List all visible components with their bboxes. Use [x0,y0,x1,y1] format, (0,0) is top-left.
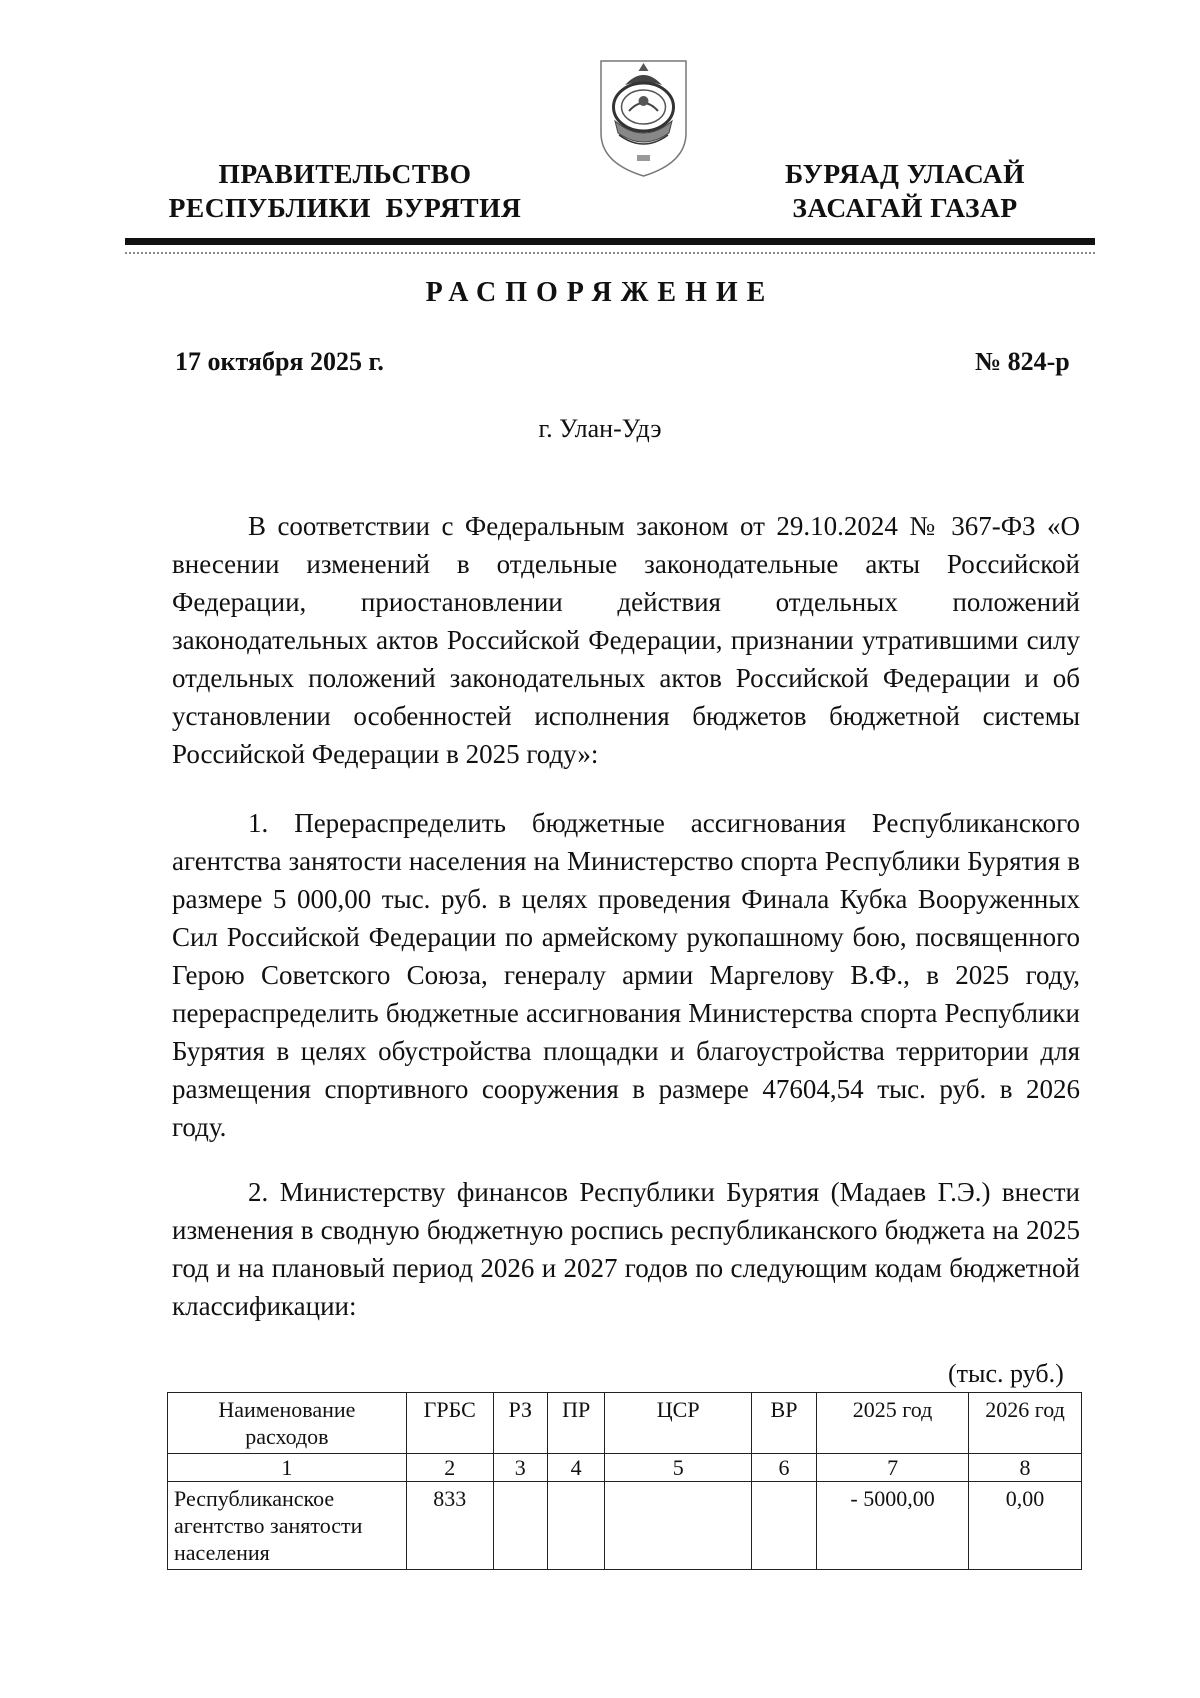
table-column-numbers-row [168,1454,1082,1482]
header-pr: ПР [547,1393,605,1454]
column-number: 6 [751,1454,816,1482]
issuer-buryat-line-2: ЗАСАГАЙ ГАЗАР [792,192,1018,223]
header-csr: ЦСР [605,1393,752,1454]
cell-2026: 0,00 [969,1482,1082,1570]
budget-table [167,1392,1082,1570]
header-grbs: ГРБС [406,1393,493,1454]
issuer-line-2: РЕСПУБЛИКИ БУРЯТИЯ [168,192,522,223]
header-rz: РЗ [493,1393,547,1454]
cell-name: Республиканское агентство занятости населения [168,1482,407,1570]
column-number: 4 [547,1454,605,1482]
issuer-name-russian [155,157,535,225]
cell-csr [605,1482,752,1570]
table-header-row [168,1393,1082,1454]
column-number: 3 [493,1454,547,1482]
cell-pr [547,1482,605,1570]
header-divider-thin [125,252,1095,254]
header-name: Наименование расходов [168,1393,407,1454]
coat-of-arms-emblem [597,55,690,179]
cell-grbs: 833 [406,1482,493,1570]
cell-rz [493,1482,547,1570]
column-number: 2 [406,1454,493,1482]
document-city: г. Улан-Удэ [538,414,662,443]
table-unit-label: (тыс. руб.) [948,1359,1064,1388]
document-number: № 824-р [975,347,1070,376]
column-number: 5 [605,1454,752,1482]
header-2025: 2025 год [817,1393,969,1454]
column-number: 8 [969,1454,1082,1482]
item-2-paragraph: 2. Министерству финансов Республики Бурятия (Мадаев Г.Э.) внести изменения в сводную бюджетную роспись республиканского бюджета на 2025 год и на плановый период 2026 и 2027 годов по следующим кодам бюджетной классификации: [172,1177,1080,1321]
table-row [168,1482,1082,1570]
column-number: 7 [817,1454,969,1482]
document-date: 17 октября 2025 г. [175,347,384,376]
header-vr: ВР [751,1393,816,1454]
item-1-paragraph: 1. Перераспределить бюджетные ассигнования Республиканского агентства занятости населения на Министерство спорта Республики Бурятия в размере 5 000,00 тыс. руб. в целях проведения Финала Кубка Вооруженных Сил Российской Федерации по армейскому рукопашному бою, посвященного Герою Советского Союза, генералу армии Маргелову В.Ф., в 2025 году, перераспределить бюджетные ассигнования Министерства спорта Республики Бурятия в целях обустройства площадки и благоустройства территории для размещения спортивного сооружения в размере 47604,54 тыс. руб. в 2026 году. [172,808,1080,1142]
header-2026: 2026 год [969,1393,1082,1454]
header-divider-thick [125,238,1095,245]
issuer-buryat-line-1: БУРЯАД УЛАСАЙ [784,158,1026,189]
issuer-line-1: ПРАВИТЕЛЬСТВО [218,158,472,189]
preamble-paragraph: В соответствии с Федеральным законом от 29.10.2024 № 367-ФЗ «О внесении изменений в отдельные законодательные акты Российской Федерации, приостановлении действия отдельных положений законодательных актов Российской Федерации, признании утратившими силу отдельных положений законодательных актов Российской Федерации и об установлении особенностей исполнения бюджетов бюджетной системы Российской Федерации в 2025 году»: [172,511,1080,769]
issuer-name-buryat [770,157,1040,225]
document-type-title: РАСПОРЯЖЕНИЕ [425,277,775,308]
cell-2025: - 5000,00 [817,1482,969,1570]
column-number: 1 [168,1454,407,1482]
cell-vr [751,1482,816,1570]
